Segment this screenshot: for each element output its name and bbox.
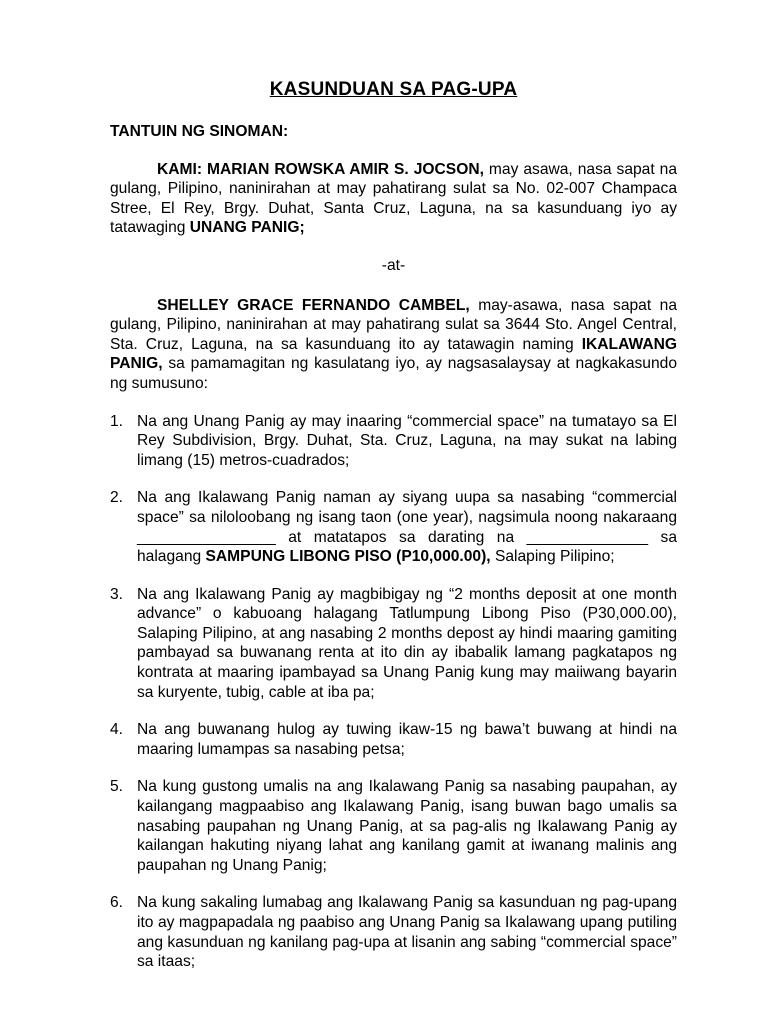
item-number: 1. [110, 412, 124, 430]
end-date-blank: ______________ [526, 528, 649, 546]
list-item [110, 488, 677, 566]
item-number: 4. [110, 721, 124, 739]
party1-text: may asawa, nasa sapat na gulang, Pilipino, naninirahan at may pahatirang sulat sa No. 02-007 Champaca Stree, El Rey, Brgy. Duhat, Santa Cruz, Laguna, na sa kasunduang iyo ay tatawaging [110, 160, 677, 237]
party2-designation: IKALAWANG PANIG, [110, 335, 677, 373]
party1-name: KAMI: MARIAN ROWSKA AMIR S. JOCSON, [157, 160, 484, 178]
document-title: KASUNDUAN SA PAG-UPA [269, 79, 518, 100]
item-number: 2. [110, 489, 124, 507]
party1-paragraph [110, 160, 677, 238]
document-heading: TANTUIN NG SINOMAN: [110, 123, 289, 140]
party2-paragraph [110, 296, 677, 394]
item-text: Salaping Pilipino; [490, 548, 615, 566]
party2-text: may-asawa, nasa sapat na gulang, Pilipino, naninirahan at may pahatirang sulat sa 3644 Sto. Angel Central, Sta. Cruz, Laguna, na sa kasunduang ito ay tatawagin naming [110, 296, 677, 353]
item-text: Na ang Ikalawang Panig naman ay siyang uupa sa nasabing “commercial space” sa niloloobang ng isang taon (one year), nagsimula noong nakaraang [137, 489, 677, 526]
party2-name: SHELLEY GRACE FERNANDO CAMBEL, [157, 296, 470, 314]
list-item [110, 777, 677, 875]
party2-text-after: sa pamamagitan ng kasulatang iyo, ay nagsasalaysay at nagkakasundo ng sumusuno: [110, 355, 677, 392]
item-text: Na kung gustong umalis na ang Ikalawang Panig sa nasabing paupahan, ay kailangang magpaabiso ang Ikalawang Panig, isang buwan bago umalis sa nasabing paupahan ng Unang Panig, at sa pag-alis ng Ikalawang Panig ay kailangan hakuting niyang lahat ang kanilang gamit at iwanang malinis ang paupahan ng Unang Panig; [137, 778, 677, 874]
item-number: 5. [110, 778, 124, 796]
rent-amount: SAMPUNG LIBONG PISO (P10,000.00), [205, 548, 491, 566]
item-text: sa halagang [137, 528, 677, 566]
start-date-blank: ________________ [137, 528, 276, 546]
item-number: 3. [110, 585, 124, 603]
party1-designation: UNANG PANIG; [189, 219, 305, 237]
item-text: at matatapos sa darating na [275, 528, 527, 546]
item-text: Na kung sakaling lumabag ang Ikalawang Panig sa kasunduan ng pag-upang ito ay magpapadala ng paabiso ang Unang Panig sa Ikalawang upang putiling ang kasunduan ng kanilang pag-upa at lisanin ang sabing “commercial space” sa itaas; [137, 894, 677, 971]
list-item [110, 893, 677, 971]
list-item [110, 585, 677, 703]
separator-at: -at- [381, 256, 406, 274]
list-item [110, 720, 677, 759]
item-number: 6. [110, 894, 124, 912]
list-item [110, 412, 677, 471]
item-text: Na ang buwanang hulog ay tuwing ikaw-15 ng bawa’t buwang at hindi na maaring lumampas sa nasabing petsa; [137, 721, 677, 758]
item-text: Na ang Ikalawang Panig ay magbibigay ng “2 months deposit at one month advance” o kabuoang halagang Tatlumpung Libong Piso (P30,000.00), Salaping Pilipino, at ang nasabing 2 months depost ay hindi maaring gamiting pambayad sa buwanang renta at ito din ay ibabalik lamang pagkatapos ng kontrata at maaring ipambayad sa Unang Panig kung may maiiwang bayarin sa kuryente, tubig, cable at iba pa; [137, 585, 677, 701]
terms-list [110, 412, 677, 972]
item-text: Na ang Unang Panig ay may inaaring “commercial space” na tumatayo sa El Rey Subdivision, Brgy. Duhat, Sta. Cruz, Laguna, na may sukat na labing limang (15) metros-cuadrados; [137, 412, 677, 469]
